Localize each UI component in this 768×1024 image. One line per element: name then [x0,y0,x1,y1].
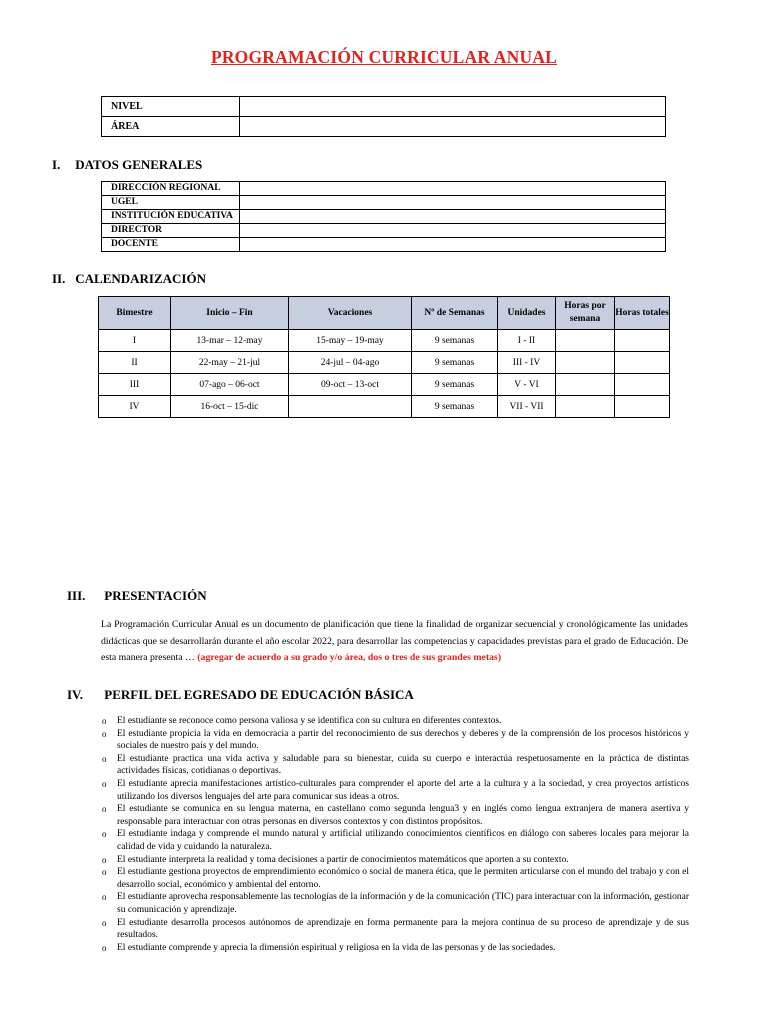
table-cell: 9 semanas [412,352,498,374]
datos-generales-table [101,181,666,252]
bullet-icon: o [102,778,107,789]
bullet-icon: o [102,728,107,739]
list-item-text: El estudiante comprende y aprecia la dimensión espiritual y religiosa en la vida de las personas y de las sociedades. [117,942,556,953]
page-title: PROGRAMACIÓN CURRICULAR ANUAL [210,47,558,67]
calendar-table [98,296,670,418]
section-number: I. [52,157,61,172]
presentation-paragraph [101,617,688,667]
column-header: Horas totales [615,297,670,330]
nivel-area-table [101,96,666,137]
table-cell: 15-may – 19-may [289,330,412,352]
list-item-text: El estudiante aprecia manifestaciones artístico-culturales para comprender el aporte del arte a la cultura y a la sociedad, y crea proyectos artísticos utilizando los diversos lenguajes del arte para comunicar sus ideas a otros. [117,778,689,802]
bullet-icon: o [102,917,107,928]
column-header: Horas por semana [556,297,615,330]
bullet-icon: o [102,942,107,953]
column-header: Nº de Semanas [412,297,498,330]
table-row [102,182,666,196]
table-row [102,210,666,224]
table-cell: VII - VII [498,396,556,418]
table-row [102,97,666,117]
table-cell: 9 semanas [412,396,498,418]
list-item [101,715,689,728]
section-title: CALENDARIZACIÓN [75,271,206,286]
bullet-icon: o [102,892,107,903]
table-cell: 07-ago – 06-oct [171,374,289,396]
table-header-row [99,297,670,330]
list-item-text: El estudiante interpreta la realidad y toma decisiones a partir de conocimientos matemáticos que aporten a su contexto. [117,854,569,865]
list-item [101,854,689,867]
list-item-text: El estudiante practica una vida activa y saludable para su bienestar, cuida su cuerpo e interactúa respetuosamente en la práctica de distintas actividades físicas, cotidianas o deportivas. [117,753,689,777]
list-item-text: El estudiante aprovecha responsablemente las tecnologías de la información y de la comunicación (TIC) para interactuar con la información, gestionar su comunicación y aprendizaje. [117,892,689,915]
table-row [102,196,666,210]
table-cell[interactable] [556,374,615,396]
table-cell[interactable] [556,352,615,374]
list-item [101,728,689,753]
field-value[interactable] [240,238,666,252]
field-label: UGEL [102,196,240,210]
field-value[interactable] [240,196,666,210]
column-header: Bimestre [99,297,171,330]
table-cell: II [99,352,171,374]
table-cell: 9 semanas [412,374,498,396]
section-heading-perfil [67,687,414,703]
list-item [101,891,689,916]
table-row [99,330,670,352]
section-heading-calendario [52,271,206,287]
list-item [101,753,689,778]
field-label: DIRECTOR [102,224,240,238]
presentation-red-note: (agregar de acuerdo a su grado y/o área, dos o tres de sus grandes metas) [197,652,502,663]
bullet-icon: o [102,716,107,726]
table-cell: 24-jul – 04-ago [289,352,412,374]
field-value[interactable] [240,210,666,224]
section-heading-datos [52,157,202,173]
table-row [99,352,670,374]
list-item-text: El estudiante indaga y comprende el mundo natural y artificial utilizando conocimientos científicos en diálogo con saberes locales para mejorar la calidad de vida y cuidando la naturaleza. [117,829,689,852]
list-item-text: El estudiante se reconoce como persona valiosa y se identifica con su cultura en diferentes contextos. [117,716,502,726]
list-item-text: El estudiante gestiona proyectos de emprendimiento económico o social de manera ética, que le permiten articularse con el mundo del trabajo y con el desarrollo social, económico y ambiental del entorno. [117,867,689,890]
bullet-icon: o [102,867,107,878]
column-header: Vacaciones [289,297,412,330]
field-label: DIRECCIÓN REGIONAL [102,182,240,196]
section-title: PERFIL DEL EGRESADO DE EDUCACIÓN BÁSICA [104,687,414,702]
table-cell: 9 semanas [412,330,498,352]
table-cell: IV [99,396,171,418]
field-label: DOCENTE [102,238,240,252]
table-row [102,224,666,238]
table-cell: 22-may – 21-jul [171,352,289,374]
table-row [99,396,670,418]
field-label: INSTITUCIÓN EDUCATIVA [102,210,240,224]
list-item [101,942,689,955]
section-heading-presentacion [67,588,207,604]
bullet-icon: o [102,854,107,865]
bullet-icon: o [102,753,107,764]
field-value[interactable] [240,182,666,196]
section-number: III. [67,588,86,603]
nivel-value[interactable] [240,97,666,117]
list-item [101,803,689,828]
list-item-text: El estudiante propicia la vida en democracia a partir del reconocimiento de sus derechos y deberes y de la comprensión de los procesos históricos y sociales de nuestro país y del mundo. [117,728,689,752]
section-number: IV. [67,687,84,702]
table-cell: 09-oct – 13-oct [289,374,412,396]
table-cell: V - VI [498,374,556,396]
table-row [99,374,670,396]
table-cell[interactable] [615,352,670,374]
table-cell[interactable] [615,330,670,352]
table-cell[interactable] [615,396,670,418]
column-header: Inicio – Fin [171,297,289,330]
table-cell[interactable] [289,396,412,418]
section-title: DATOS GENERALES [75,157,203,172]
area-label: ÁREA [102,117,240,137]
list-item-text: El estudiante desarrolla procesos autónomos de aprendizaje en forma permanente para la mejora continua de su proceso de aprendizaje y de sus resultados. [117,917,689,941]
list-item [101,778,689,803]
list-item [101,917,689,942]
table-row [102,238,666,252]
area-value[interactable] [240,117,666,137]
presentation-text: La Programación Curricular Anual es un documento de planificación que tiene la finalidad de organizar secuencial y cronológicamente las unidades didácticas que se desarrollarán durante el año escolar 2022, para desarrollar las competencias y capacidades previstas para el grado de Educación. De esta manera presenta … [101,619,688,663]
bullet-icon: o [102,829,107,840]
list-item [101,828,689,853]
table-cell: I - II [498,330,556,352]
list-item [101,866,689,891]
column-header: Unidades [498,297,556,330]
table-cell: III [99,374,171,396]
table-cell[interactable] [556,396,615,418]
table-row [102,117,666,137]
bullet-icon: o [102,804,107,815]
table-cell[interactable] [615,374,670,396]
section-title: PRESENTACIÓN [104,588,207,603]
table-cell: 13-mar – 12-may [171,330,289,352]
table-cell: 16-oct – 15-dic [171,396,289,418]
nivel-label: NIVEL [102,97,240,117]
table-cell: I [99,330,171,352]
table-cell[interactable] [556,330,615,352]
perfil-list [101,715,689,954]
section-number: II. [52,271,66,286]
field-value[interactable] [240,224,666,238]
table-cell: III - IV [498,352,556,374]
list-item-text: El estudiante se comunica en su lengua materna, en castellano como segunda lengua3 y en inglés como lengua extranjera de manera asertiva y responsable para interactuar con otras personas en diversos contextos y con distintos propósitos. [117,804,689,827]
